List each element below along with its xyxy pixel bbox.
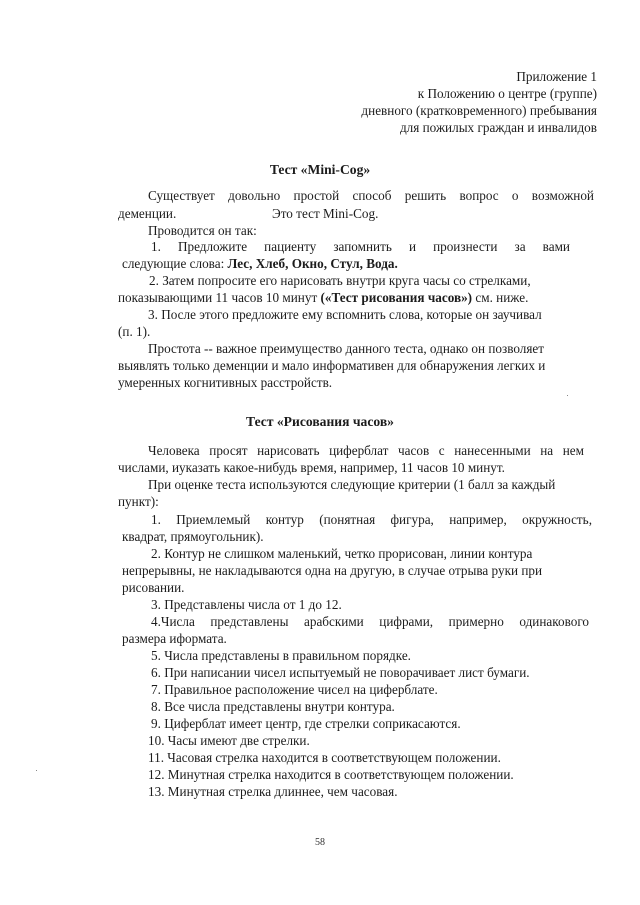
criterion-10: 10. Часы имеют две стрелки. xyxy=(148,733,310,748)
appendix-line-1: Приложение 1 xyxy=(516,69,597,84)
criterion-4-line1: 4.Числа представлены арабскими цифрами, примерно одинакового xyxy=(151,614,589,629)
section1-title: Тест «Mini-Cog» xyxy=(269,162,371,177)
s2-paragraph2-line1: При оценке теста используются следующие критерии (1 балл за каждый xyxy=(148,477,556,492)
criterion-1-line1: 1. Приемлемый контур (понятная фигура, например, окружность, xyxy=(151,512,592,527)
criterion-7: 7. Правильное расположение чисел на циферблате. xyxy=(151,682,438,697)
s1-step2-line2 xyxy=(118,289,528,307)
criterion-12: 12. Минутная стрелка находится в соответствующем положении. xyxy=(148,767,514,782)
section2-title: Тест «Рисования часов» xyxy=(246,414,394,429)
criterion-11: 11. Часовая стрелка находится в соответствующем положении. xyxy=(148,750,501,765)
criterion-2-line2: непрерывны, не накладываются одна на другую, в случае отрыва руки при xyxy=(122,563,543,578)
scan-speck xyxy=(567,395,568,396)
criterion-13: 13. Минутная стрелка длиннее, чем часовая. xyxy=(148,784,398,799)
s1-paragraph1-line2a: деменции. xyxy=(118,206,177,221)
s1-step1-words: Лес, Хлеб, Окно, Стул, Вода. xyxy=(227,256,398,271)
page-number: 58 xyxy=(315,837,325,848)
criterion-3: 3. Представлены числа от 1 до 12. xyxy=(151,597,342,612)
s1-step3-line2: (п. 1). xyxy=(118,324,151,339)
s1-step1-line1: 1. Предложите пациенту запомнить и произнести за вами xyxy=(151,239,570,254)
s1-step2-suffix: см. ниже. xyxy=(475,290,529,305)
criterion-8: 8. Все числа представлены внутри контура. xyxy=(151,699,395,714)
s1-paragraph3-line3: умеренных когнитивных расстройств. xyxy=(118,375,333,390)
s1-step1-line2 xyxy=(122,255,398,273)
criterion-1-line2: квадрат, прямоугольник). xyxy=(122,529,264,544)
s2-paragraph2-line2: пункт): xyxy=(118,494,159,509)
appendix-line-2: к Положению о центре (группе) xyxy=(417,86,597,101)
s1-paragraph2: Проводится он так: xyxy=(148,223,257,238)
s2-paragraph1-line1: Человека просят нарисовать циферблат часов с нанесенными на нем xyxy=(148,443,584,458)
appendix-line-4: для пожилых граждан и инвалидов xyxy=(399,120,597,135)
criterion-6: 6. При написании чисел испытуемый не поворачивает лист бумаги. xyxy=(151,665,530,680)
criterion-2-line1: 2. Контур не слишком маленький, четко прорисован, линии контура xyxy=(151,546,533,561)
appendix-line-3: дневного (кратковременного) пребывания xyxy=(361,103,597,118)
criterion-4-line2: размера иформата. xyxy=(122,631,227,646)
criterion-9: 9. Циферблат имеет центр, где стрелки соприкасаются. xyxy=(151,716,461,731)
scan-speck xyxy=(36,770,37,771)
s1-step3-line1: 3. После этого предложите ему вспомнить слова, которые он заучивал xyxy=(148,307,542,322)
s1-paragraph1-line2b: Это тест Mini-Cog. xyxy=(272,206,379,221)
s1-step2-bold: («Тест рисования часов») xyxy=(320,290,473,305)
s1-paragraph1-line1: Существует довольно простой способ решить вопрос о возможной xyxy=(148,188,594,203)
s1-paragraph3-line2: выявлять только деменции и мало информативен для обнаружения легких и xyxy=(118,358,546,373)
criterion-2-line3: рисовании. xyxy=(122,580,185,595)
s2-paragraph1-line2: числами, иуказать какое-нибудь время, например, 11 часов 10 минут. xyxy=(118,460,505,475)
s1-step2-prefix: показывающими 11 часов 10 минут xyxy=(118,290,318,305)
s1-paragraph3-line1: Простота -- важное преимущество данного теста, однако он позволяет xyxy=(148,341,545,356)
s1-step2-line1: 2. Затем попросите его нарисовать внутри круга часы со стрелками, xyxy=(149,273,531,288)
criterion-5: 5. Числа представлены в правильном порядке. xyxy=(151,648,411,663)
s1-step1-prefix: следующие слова: xyxy=(122,256,225,271)
